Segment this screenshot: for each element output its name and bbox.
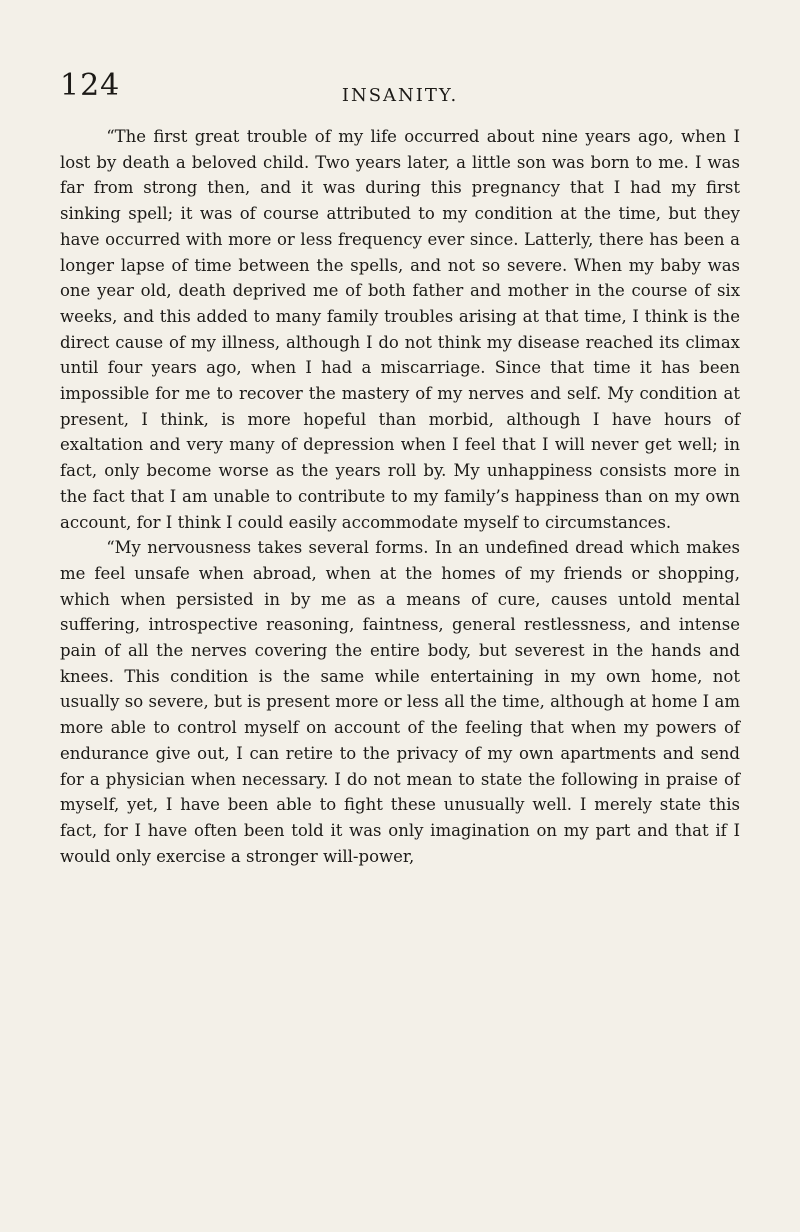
running-title: INSANITY. [341,85,459,106]
paragraph-1: “The first great trouble of my life occurred about nine years ago, when I lost by death a beloved child. Two years later, a little son was born to me. I was far from strong then, and it was during this pregnancy that I had my first sinking spell; it was of course attributed to my condition at the time, but they have occurred with more or less frequency ever since. Latterly, there has been a longer lapse of time between the spells, and not so severe. When my baby was one year old, death deprived me of both father and mother in the course of six weeks, and this added to many family troubles arising at that time, I think is the direct cause of my illness, although I do not think my disease reached its climax until four years ago, when I had a miscarriage. Since that time it has been impossible for me to recover the mastery of my nerves and self. My condition at present, I think, is more hopeful than morbid, although I have hours of exaltation and very many of depression when I feel that I will never get well; in fact, only become worse as the years roll by. My unhappiness consists more in the fact that I am unable to contribute to my family’s happiness than on my own account, for I think I could easily accommodate myself to circumstances. [60,127,740,532]
page-number: 124 [60,68,121,103]
body-text [60,124,740,869]
paragraph-2: “My nervousness takes several forms. In an undefined dread which makes me feel unsafe when abroad, when at the homes of my friends or shopping, which when persisted in by me as a means of cure, causes untold mental suffering, introspective reasoning, faintness, general restlessness, and intense pain of all the nerves covering the entire body, but severest in the hands and knees. This condition is the same while entertaining in my own home, not usually so severe, but is present more or less all the time, although at home I am more able to control myself on account of the feeling that when my powers of endurance give out, I can retire to the privacy of my own apartments and send for a physician when necessary. I do not mean to state the following in praise of myself, yet, I have been able to fight these unusually well. I merely state this fact, for I have often been told it was only imagination on my part and that if I would only exercise a stronger will-power, [60,538,740,866]
